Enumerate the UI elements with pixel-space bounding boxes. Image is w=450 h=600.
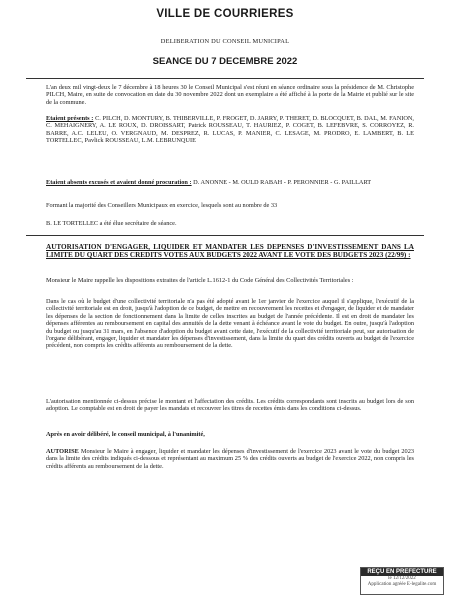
intro-paragraph: L'an deux mil vingt-deux le 7 décembre à 18 heures 30 le Conseil Municipal s'est réuni en séance ordinaire sous la présidence de M. Christophe PILCH, Maire, en suite de convocation en date du 30 novembre 2022 dont un exemplaire a été affiché à la porte de la Mairie et publié sur le site de la commune. (46, 84, 414, 106)
decision-paragraph (46, 448, 414, 470)
stamp-date: le 12/12/2022 (388, 576, 416, 581)
excuses-label: Etaient absents excusés et avaient donné procuration : (46, 179, 192, 186)
deliberation-subtitle: DELIBERATION DU CONSEIL MUNICIPAL (160, 38, 290, 45)
divider-top (26, 78, 424, 79)
town-name: VILLE DE COURRIERES (156, 8, 294, 20)
seance-title: SEANCE DU 7 DECEMBRE 2022 (152, 56, 298, 67)
decision-text: Monsieur le Maire à engager, liquider et mandater les dépenses d'investissement de l'exercice 2023 avant le vote du budget 2023 dans la limite des crédits indiqués ci-dessous et représentant au maximum 25 % des crédits ouverts au budget de l'exercice 2022, non compris les crédits afférents au remboursement de la dette. (46, 448, 414, 470)
autorisation-paragraph: L'autorisation mentionnée ci-dessus précise le montant et l'affectation des crédits. Les crédits correspondants sont inscrits au budget lors de son adoption. Le comptable est en droit de payer les mandats et recouvrer les titres de recettes émis dans les conditions ci-dessus. (46, 398, 414, 413)
excuses-list: D. ANONNE - M. OULD RABAH - P. PERONNIER - G. PAILLART (193, 179, 372, 186)
presents-label: Etaient présents : (46, 115, 94, 122)
presents-paragraph (46, 115, 414, 145)
majorite-line: Formant la majorité des Conseillers Municipaux en exercice, lesquels sont au nombre de 33 (46, 202, 278, 209)
secretaire-line: B. LE TORTELLEC a été élue secrétaire de séance. (46, 220, 177, 227)
article-paragraph: Dans le cas où le budget d'une collectivité territoriale n'a pas été adopté avant le 1er janvier de l'exercice auquel il s'applique, l'exécutif de la collectivité territoriale est en droit, jusqu'à l'adoption de ce budget, de mettre en recouvrement les recettes et d'engager, de liquider et de mandater les dépenses de la section de fonctionnement dans la limite de celles inscrites au budget de l'année précédente. Il est en droit de mandater les dépenses afférentes au remboursement en capital des annuités de la dette venant à échéance avant le vote du budget. En outre, jusqu'à l'adoption du budget ou jusqu'au 31 mars, en l'absence d'adoption du budget avant cette date, l'exécutif de la collectivité territoriale peut, sur autorisation de l'organe délibérant, engager, liquider et mandater les dépenses d'investissement, dans la limite du quart des crédits ouverts au budget de l'exercice précédent, non compris les crédits afférents au remboursement de la dette. (46, 298, 414, 350)
rappel-paragraph: Monsieur le Maire rappelle les dispositions extraites de l'article L.1612-1 du Code Général des Collectivités Territoriales : (46, 277, 354, 284)
decision-label: AUTORISE (46, 448, 79, 455)
presents-list: C. PILCH, D. MONTURY, B. THIBERVILLE, P. FROGET, D. JARRY, P. THERET, D. BLOCQUET, B. DAL, M. FANION, C. MEHAIGNERY, A. LE ROUX, D. DROISSART, Patrick ROUSSEAU, T. HAURIEZ, P. COGET, B. LEFEBVRE, S. CORROYEZ, R. BARRE, A.C. LELEU, O. VERGNAUD, M. DESPREZ, R. LUCAS, P. MANIER, C. LESAGE, M. PRODRO, E. LAMBERT, B. LE TORTELLEC, Pavlick ROUSSEAU, L.M. LEBRUNQUIE (46, 115, 415, 145)
excuses-paragraph (46, 179, 414, 186)
stamp-title: REÇU EN PREFECTURE (361, 568, 443, 576)
stamp-app: Application agréée E-legalite.com (367, 582, 437, 587)
vote-line: Après en avoir délibéré, le conseil municipal, à l'unanimité, (46, 431, 205, 438)
divider-bottom (26, 235, 424, 236)
prefecture-stamp (360, 567, 444, 595)
deliberation-subject: AUTORISATION D'ENGAGER, LIQUIDER ET MANDATER LES DEPENSES D'INVESTISSEMENT DANS LA LIMITE DU QUART DES CREDITS VOTES AUX BUDGETS 2022 AVANT LE VOTE DES BUDGETS 2023 (22/99) : (46, 243, 414, 260)
